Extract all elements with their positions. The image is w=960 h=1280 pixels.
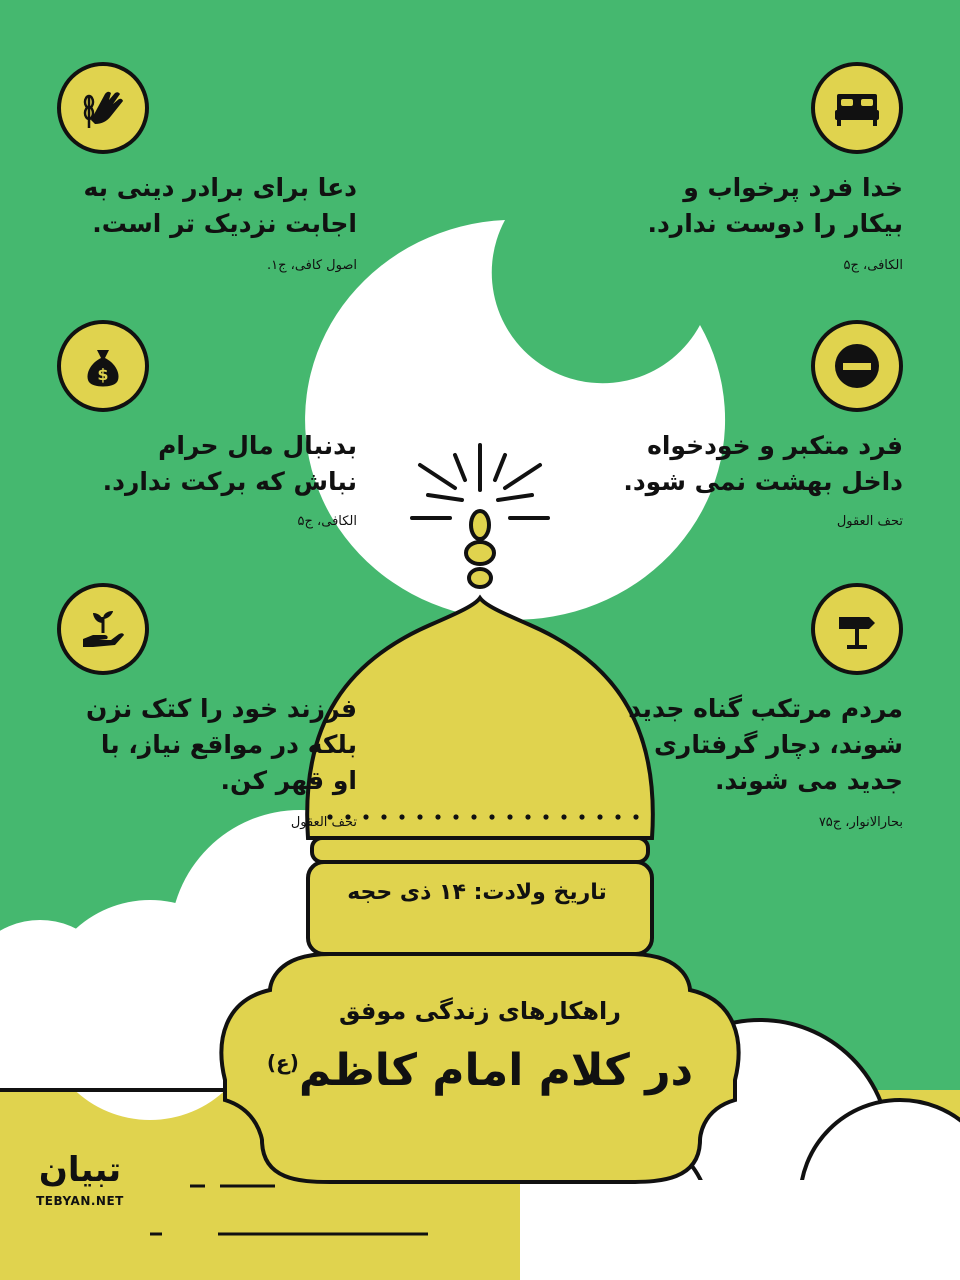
item-source: اصول کافی، ج۱. — [267, 258, 357, 273]
item-text: خدا فرد پرخواب و بیکار را دوست ندارد. — [647, 173, 903, 238]
item-text: مردم مرتکب گناه جدید شوند، دچار گرفتاری جدید می شوند. — [628, 694, 903, 795]
item-source: الکافی، ج۵ — [297, 514, 357, 529]
money-bag-icon — [57, 320, 149, 412]
item-text: فرد متکبر و خودخواه داخل بهشت نمی شود. — [623, 431, 903, 496]
item-source: تحف العقول — [290, 815, 357, 830]
signpost-icon — [811, 583, 903, 675]
item-prayer — [57, 62, 357, 282]
main-title-text: در کلام امام کاظم — [298, 1045, 694, 1096]
logo-mark: تبیان — [38, 1150, 122, 1190]
svg-text:$: $ — [97, 365, 109, 384]
item-sleep — [603, 62, 903, 282]
no-entry-icon — [811, 320, 903, 412]
logo-site: TEBYAN.NET — [36, 1194, 124, 1208]
main-title — [250, 1045, 710, 1096]
item-source: تحف العقول — [836, 514, 903, 529]
dome-drum — [308, 862, 652, 954]
item-text: فرزند خود را کتک نزن بلکه در مواقع نیاز، با او قهر کن. — [85, 694, 357, 795]
dome-band — [312, 838, 648, 862]
bed-icon — [811, 62, 903, 154]
dome — [307, 598, 653, 838]
hand-wheat-icon — [57, 62, 149, 154]
item-money — [57, 320, 357, 540]
subtitle: راهکارهای زندگی موفق — [338, 997, 621, 1025]
dome-finial — [466, 511, 494, 587]
item-source: الکافی، ج۵ — [843, 258, 903, 273]
item-sin — [603, 583, 903, 833]
item-text: بدنبال مال حرام نباش که برکت ندارد. — [102, 431, 357, 496]
item-child — [57, 583, 357, 833]
birth-date: تاریخ ولادت: ۱۴ ذی حجه — [347, 880, 607, 905]
item-pride — [603, 320, 903, 540]
item-text: دعا برای برادر دینی به اجابت نزدیک تر است. — [83, 173, 357, 238]
item-source: بحارالانوار، ج۷۵ — [818, 815, 903, 830]
tebyan-logo — [30, 1150, 130, 1208]
hand-plant-icon — [57, 583, 149, 675]
honorific: (ع) — [266, 1050, 299, 1075]
